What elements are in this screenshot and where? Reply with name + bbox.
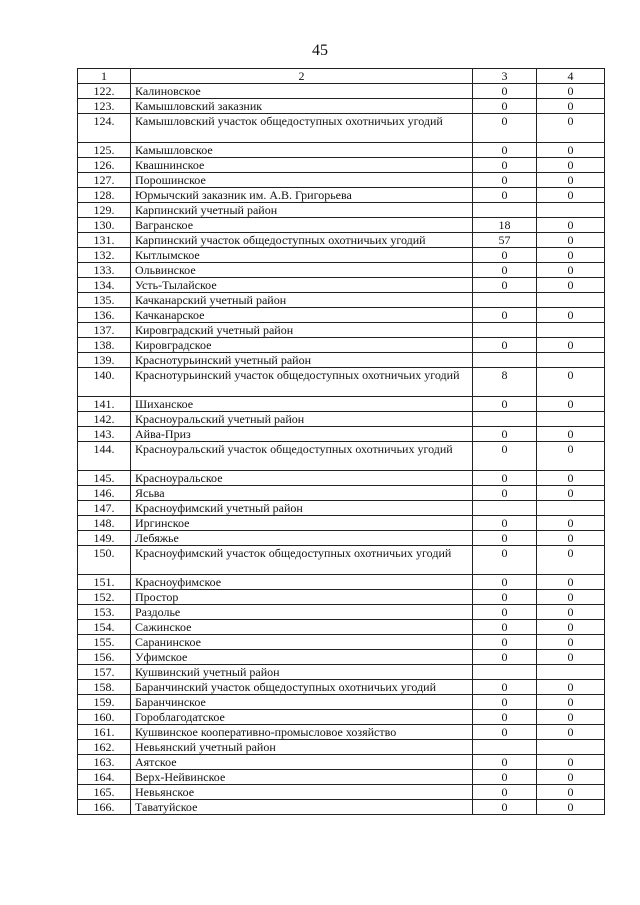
row-value-col4: 0: [537, 486, 605, 501]
row-value-col3: 0: [473, 590, 537, 605]
row-name: Саранинское: [131, 635, 473, 650]
row-name: Усть-Тылайское: [131, 278, 473, 293]
table-row: [78, 99, 605, 114]
row-name: Красноуральский учетный район: [131, 412, 473, 427]
row-name: Баранчинский участок общедоступных охотничьих угодий: [131, 680, 473, 695]
row-value-col3: 0: [473, 785, 537, 800]
table-row: [78, 650, 605, 665]
row-number: 145.: [78, 471, 131, 486]
table-row: [78, 248, 605, 263]
row-number: 156.: [78, 650, 131, 665]
row-value-col3: 0: [473, 114, 537, 143]
row-value-col4: 0: [537, 770, 605, 785]
table-row: [78, 412, 605, 427]
row-name: Карпинский участок общедоступных охотничьих угодий: [131, 233, 473, 248]
table-row: [78, 338, 605, 353]
table-row: [78, 800, 605, 815]
row-value-col4: [537, 412, 605, 427]
row-name: Кушвинский учетный район: [131, 665, 473, 680]
table-row: [78, 308, 605, 323]
row-name: Сажинское: [131, 620, 473, 635]
row-name: Ольвинское: [131, 263, 473, 278]
row-value-col4: 0: [537, 218, 605, 233]
row-number: 148.: [78, 516, 131, 531]
row-value-col3: 0: [473, 471, 537, 486]
row-number: 159.: [78, 695, 131, 710]
row-name: Ясьва: [131, 486, 473, 501]
table-row: [78, 516, 605, 531]
row-number: 166.: [78, 800, 131, 815]
row-value-col4: 0: [537, 158, 605, 173]
page-number: 45: [312, 42, 328, 59]
row-number: 128.: [78, 188, 131, 203]
row-value-col4: [537, 740, 605, 755]
row-number: 146.: [78, 486, 131, 501]
table-row: [78, 471, 605, 486]
row-name: Красноуфимский участок общедоступных охотничьих угодий: [131, 546, 473, 575]
row-name: Карпинский учетный район: [131, 203, 473, 218]
row-value-col3: 0: [473, 680, 537, 695]
table-row: [78, 353, 605, 368]
row-value-col3: 57: [473, 233, 537, 248]
row-value-col3: 0: [473, 99, 537, 114]
row-name: Красноуфимское: [131, 575, 473, 590]
table-row: [78, 755, 605, 770]
row-value-col3: 0: [473, 338, 537, 353]
row-name: Камышловский участок общедоступных охотничьих угодий: [131, 114, 473, 143]
row-value-col3: 0: [473, 635, 537, 650]
row-number: 150.: [78, 546, 131, 575]
row-value-col3: 0: [473, 531, 537, 546]
row-number: 152.: [78, 590, 131, 605]
row-number: 147.: [78, 501, 131, 516]
table-row: [78, 575, 605, 590]
row-name: Качканарский учетный район: [131, 293, 473, 308]
row-name: Краснотурьинский учетный район: [131, 353, 473, 368]
row-value-col4: [537, 203, 605, 218]
row-value-col3: 0: [473, 263, 537, 278]
row-value-col4: 0: [537, 427, 605, 442]
row-name: Таватуйское: [131, 800, 473, 815]
table-row: [78, 114, 605, 143]
row-value-col3: 0: [473, 546, 537, 575]
row-name: Шиханское: [131, 397, 473, 412]
row-value-col4: 0: [537, 397, 605, 412]
row-number: 124.: [78, 114, 131, 143]
row-value-col4: [537, 501, 605, 516]
row-number: 127.: [78, 173, 131, 188]
row-name: Калиновское: [131, 84, 473, 99]
row-number: 160.: [78, 710, 131, 725]
header-col-1: 1: [78, 69, 131, 84]
row-name: Качканарское: [131, 308, 473, 323]
table-row: [78, 501, 605, 516]
table-row: [78, 531, 605, 546]
row-value-col3: 0: [473, 158, 537, 173]
table-row: [78, 427, 605, 442]
row-value-col4: 0: [537, 278, 605, 293]
row-value-col3: 8: [473, 368, 537, 397]
row-value-col4: 0: [537, 99, 605, 114]
row-number: 133.: [78, 263, 131, 278]
row-value-col3: 0: [473, 725, 537, 740]
row-value-col3: 0: [473, 442, 537, 471]
row-number: 129.: [78, 203, 131, 218]
row-value-col3: [473, 665, 537, 680]
row-number: 149.: [78, 531, 131, 546]
table-row: [78, 442, 605, 471]
header-col-3: 3: [473, 69, 537, 84]
row-value-col4: 0: [537, 143, 605, 158]
table-row: [78, 203, 605, 218]
row-value-col3: 0: [473, 427, 537, 442]
table-row: [78, 770, 605, 785]
table-row: [78, 605, 605, 620]
row-value-col4: 0: [537, 173, 605, 188]
row-number: 134.: [78, 278, 131, 293]
row-value-col4: 0: [537, 605, 605, 620]
table-row: [78, 293, 605, 308]
table-row: [78, 173, 605, 188]
row-value-col4: 0: [537, 84, 605, 99]
row-number: 138.: [78, 338, 131, 353]
row-value-col4: 0: [537, 590, 605, 605]
table-row: [78, 278, 605, 293]
row-value-col3: [473, 412, 537, 427]
row-name: Юрмычский заказник им. А.В. Григорьева: [131, 188, 473, 203]
row-number: 151.: [78, 575, 131, 590]
row-name: Красноуральское: [131, 471, 473, 486]
row-name: Иргинское: [131, 516, 473, 531]
table-row: [78, 397, 605, 412]
row-name: Невьянский учетный район: [131, 740, 473, 755]
row-name: Верх-Нейвинское: [131, 770, 473, 785]
row-value-col3: 0: [473, 755, 537, 770]
row-value-col4: 0: [537, 620, 605, 635]
row-name: Айва-Приз: [131, 427, 473, 442]
row-value-col3: [473, 740, 537, 755]
table-row: [78, 785, 605, 800]
row-number: 132.: [78, 248, 131, 263]
row-number: 130.: [78, 218, 131, 233]
row-value-col4: 0: [537, 188, 605, 203]
row-name: Лебяжье: [131, 531, 473, 546]
row-value-col3: 0: [473, 143, 537, 158]
row-name: Камышловский заказник: [131, 99, 473, 114]
row-value-col4: 0: [537, 531, 605, 546]
table-row: [78, 665, 605, 680]
row-number: 155.: [78, 635, 131, 650]
row-name: Простор: [131, 590, 473, 605]
table-row: [78, 486, 605, 501]
row-name: Кушвинское кооперативно-промысловое хозяйство: [131, 725, 473, 740]
table-row: [78, 233, 605, 248]
table-row: [78, 218, 605, 233]
table-row: [78, 368, 605, 397]
row-number: 137.: [78, 323, 131, 338]
row-value-col3: [473, 293, 537, 308]
row-name: Вагранское: [131, 218, 473, 233]
table-header-row: [78, 69, 605, 84]
row-value-col4: 0: [537, 635, 605, 650]
row-number: 136.: [78, 308, 131, 323]
row-value-col4: 0: [537, 248, 605, 263]
row-value-col4: 0: [537, 471, 605, 486]
row-number: 157.: [78, 665, 131, 680]
row-number: 125.: [78, 143, 131, 158]
row-value-col4: 0: [537, 785, 605, 800]
row-value-col3: 0: [473, 84, 537, 99]
row-number: 142.: [78, 412, 131, 427]
row-value-col3: 0: [473, 710, 537, 725]
row-value-col3: [473, 323, 537, 338]
row-name: Порошинское: [131, 173, 473, 188]
row-value-col4: 0: [537, 338, 605, 353]
row-name: Красноуфимский учетный район: [131, 501, 473, 516]
row-number: 141.: [78, 397, 131, 412]
header-col-2: 2: [131, 69, 473, 84]
row-value-col4: 0: [537, 695, 605, 710]
row-value-col4: [537, 293, 605, 308]
row-name: Кировградский учетный район: [131, 323, 473, 338]
row-value-col4: 0: [537, 575, 605, 590]
row-value-col3: 0: [473, 278, 537, 293]
table-row: [78, 158, 605, 173]
table-row: [78, 546, 605, 575]
row-number: 122.: [78, 84, 131, 99]
row-number: 165.: [78, 785, 131, 800]
row-value-col3: 0: [473, 575, 537, 590]
row-value-col4: [537, 323, 605, 338]
table-row: [78, 725, 605, 740]
table-row: [78, 680, 605, 695]
row-value-col4: [537, 665, 605, 680]
table-row: [78, 143, 605, 158]
row-name: Уфимское: [131, 650, 473, 665]
row-value-col3: 0: [473, 620, 537, 635]
row-value-col4: 0: [537, 725, 605, 740]
row-number: 131.: [78, 233, 131, 248]
row-number: 143.: [78, 427, 131, 442]
row-value-col3: 0: [473, 308, 537, 323]
table-row: [78, 263, 605, 278]
row-number: 161.: [78, 725, 131, 740]
row-value-col4: 0: [537, 233, 605, 248]
row-value-col3: 0: [473, 605, 537, 620]
row-name: Красноуральский участок общедоступных охотничьих угодий: [131, 442, 473, 471]
row-value-col3: 0: [473, 486, 537, 501]
row-value-col3: 0: [473, 695, 537, 710]
table-row: [78, 323, 605, 338]
row-name: Квашнинское: [131, 158, 473, 173]
row-number: 144.: [78, 442, 131, 471]
row-number: 158.: [78, 680, 131, 695]
row-value-col3: 18: [473, 218, 537, 233]
row-name: Раздолье: [131, 605, 473, 620]
table-body: [78, 69, 605, 815]
row-number: 153.: [78, 605, 131, 620]
row-name: Невьянское: [131, 785, 473, 800]
row-value-col4: 0: [537, 755, 605, 770]
row-name: Кировградское: [131, 338, 473, 353]
table-row: [78, 695, 605, 710]
row-value-col4: 0: [537, 368, 605, 397]
row-number: 139.: [78, 353, 131, 368]
row-value-col4: 0: [537, 546, 605, 575]
row-value-col3: [473, 353, 537, 368]
row-value-col4: 0: [537, 516, 605, 531]
row-number: 154.: [78, 620, 131, 635]
row-value-col4: 0: [537, 114, 605, 143]
row-number: 135.: [78, 293, 131, 308]
row-value-col3: 0: [473, 800, 537, 815]
row-value-col4: 0: [537, 263, 605, 278]
row-name: Гороблагодатское: [131, 710, 473, 725]
table-row: [78, 635, 605, 650]
row-name: Баранчинское: [131, 695, 473, 710]
row-value-col3: 0: [473, 770, 537, 785]
row-name: Камышловское: [131, 143, 473, 158]
row-value-col4: 0: [537, 680, 605, 695]
row-value-col3: 0: [473, 173, 537, 188]
table-row: [78, 620, 605, 635]
data-table: [77, 68, 605, 815]
row-value-col3: [473, 501, 537, 516]
row-value-col4: 0: [537, 650, 605, 665]
row-value-col3: 0: [473, 650, 537, 665]
row-value-col3: 0: [473, 397, 537, 412]
row-value-col4: 0: [537, 800, 605, 815]
table-row: [78, 84, 605, 99]
row-number: 164.: [78, 770, 131, 785]
row-value-col4: [537, 353, 605, 368]
row-number: 123.: [78, 99, 131, 114]
row-name: Аятское: [131, 755, 473, 770]
row-number: 126.: [78, 158, 131, 173]
table-row: [78, 740, 605, 755]
row-number: 162.: [78, 740, 131, 755]
row-name: Краснотурьинский участок общедоступных охотничьих угодий: [131, 368, 473, 397]
table-row: [78, 710, 605, 725]
table-row: [78, 590, 605, 605]
row-value-col3: 0: [473, 188, 537, 203]
header-col-4: 4: [537, 69, 605, 84]
row-value-col4: 0: [537, 308, 605, 323]
row-number: 140.: [78, 368, 131, 397]
row-value-col3: 0: [473, 516, 537, 531]
row-name: Кытлымское: [131, 248, 473, 263]
row-value-col4: 0: [537, 442, 605, 471]
table-row: [78, 188, 605, 203]
row-value-col3: [473, 203, 537, 218]
row-value-col4: 0: [537, 710, 605, 725]
row-value-col3: 0: [473, 248, 537, 263]
row-number: 163.: [78, 755, 131, 770]
